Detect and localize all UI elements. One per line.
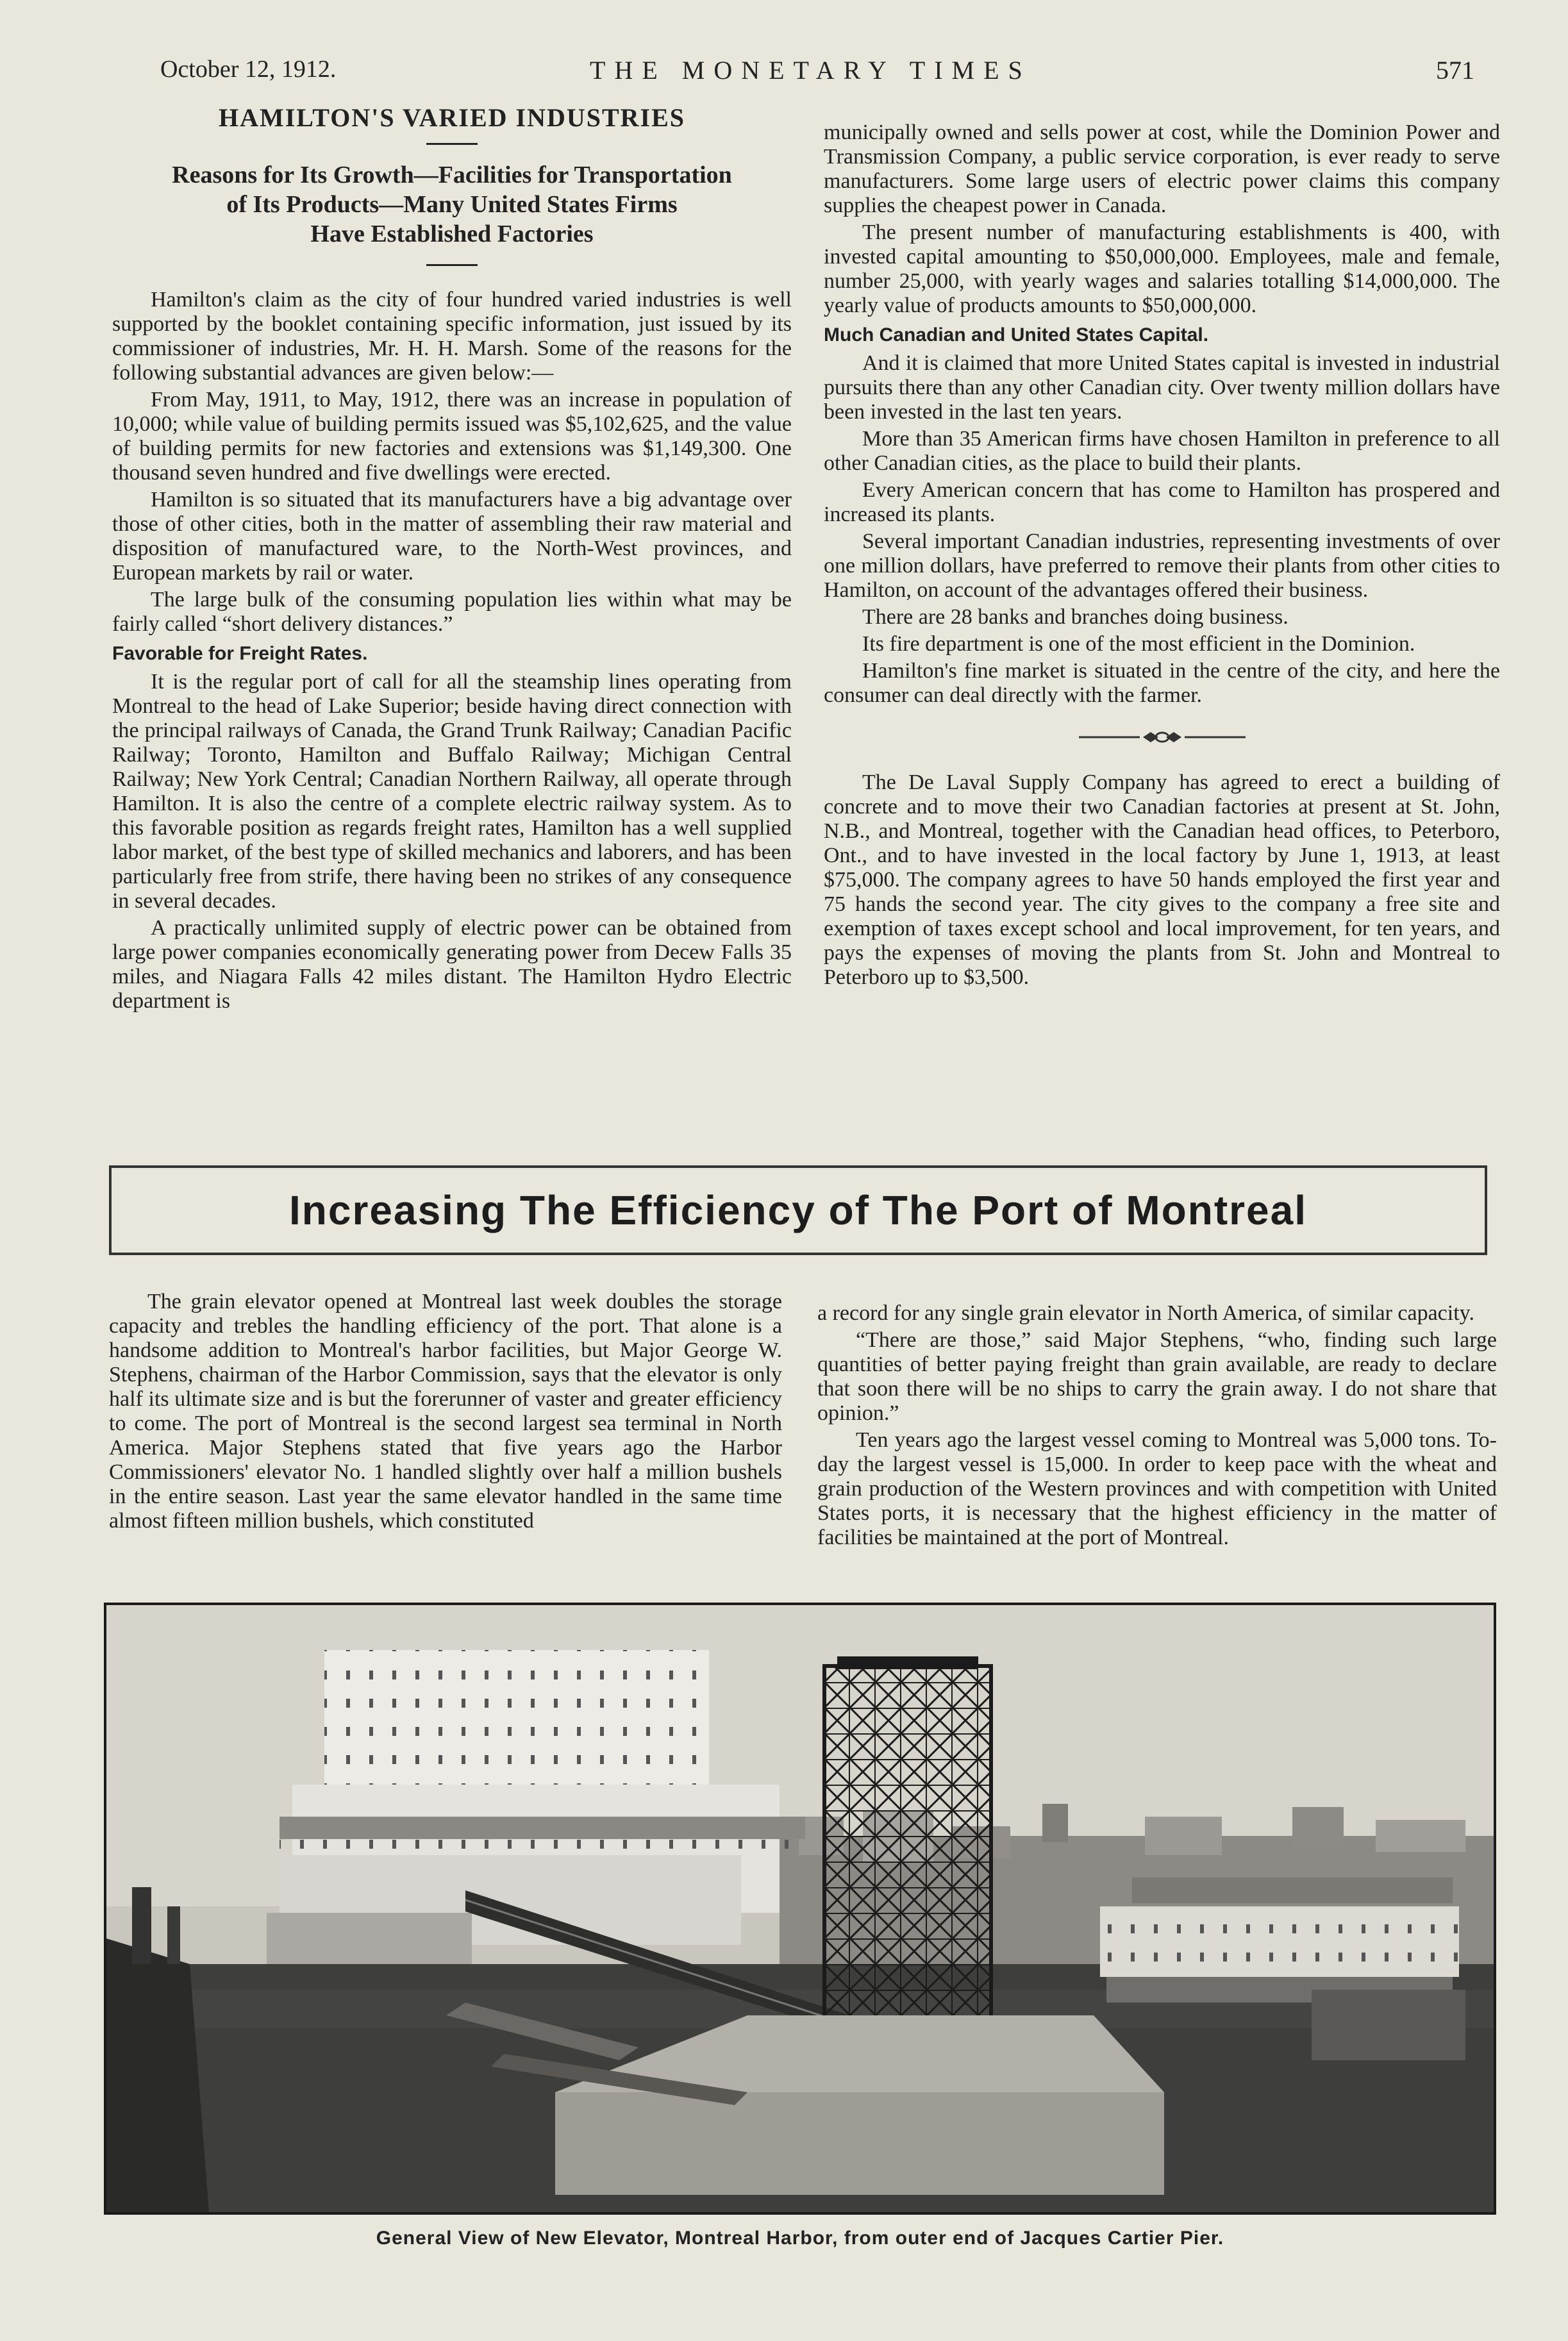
montreal-banner-title: Increasing The Efficiency of The Port of Montreal xyxy=(289,1187,1307,1233)
paragraph: From May, 1911, to May, 1912, there was an increase in population of 10,000; while value of building permits issued was $5,102,625, and the value of building permits for new factories and extensions was $1,149,300. One thousand seven hundred and five dwellings were erected. xyxy=(112,388,792,485)
paragraph: Hamilton's fine market is situated in the centre of the city, and here the consumer can deal directly with the farmer. xyxy=(824,659,1500,707)
paragraph: More than 35 American firms have chosen Hamilton in preference to all other Canadian cities, as the place to build their plants. xyxy=(824,427,1500,475)
harbor-photo-illustration xyxy=(106,1605,1494,2212)
paragraph: There are 28 banks and branches doing business. xyxy=(862,605,1289,629)
page-number: 571 xyxy=(1436,56,1474,85)
paragraph: a record for any single grain elevator in North America, of similar capacity. xyxy=(817,1301,1474,1325)
paragraph: “There are those,” said Major Stephens, “who, finding such large quantities of better paying freight than grain available, are ready to declare that soon there will be no ships to carry the grain away. I do not share that opinion.” xyxy=(817,1328,1497,1425)
paragraph: Several important Canadian industries, representing investments of over one million dollars, have preferred to remove their plants from other cities to Hamilton, on account of the advantages offered their business. xyxy=(824,529,1500,602)
hamilton-subtitle xyxy=(112,160,792,249)
issue-date: October 12, 1912. xyxy=(160,56,337,83)
paragraph: Every American concern that has come to Hamilton has prospered and increased its plants. xyxy=(824,478,1500,526)
paragraph: The large bulk of the consuming population lies within what may be fairly called “short delivery distances.” xyxy=(112,588,792,636)
paragraph: And it is claimed that more United States capital is invested in industrial pursuits there than any other Canadian city. Over twenty million dollars have been invested in the last ten years. xyxy=(824,351,1500,424)
photo-caption: General View of New Elevator, Montreal Harbor, from outer end of Jacques Cartier Pier. xyxy=(376,2228,1224,2249)
montreal-left-column xyxy=(109,1290,782,1536)
paragraph: Its fire department is one of the most efficient in the Dominion. xyxy=(862,632,1415,656)
title-rule xyxy=(426,143,478,145)
montreal-banner xyxy=(109,1165,1487,1255)
montreal-right-column xyxy=(817,1301,1497,1553)
subtitle-rule xyxy=(426,264,478,266)
de-laval-paragraph: The De Laval Supply Company has agreed to erect a building of concrete and to move their two Canadian factories at present at St. John, N.B., and Montreal, together with the Canadian head offices, to Peterboro, Ont., and to have invested in the local factory by June 1, 1913, at least $75,000. The company agrees to have 50 hands employed the first year and 75 hands the second year. The city gives to the company a free site and exemption of taxes except school and local improvement, for ten years, and pays the expenses of moving the plants from St. John and Montreal to Peterboro up to $3,500. xyxy=(824,771,1500,989)
subtitle-line: of Its Products—Many United States Firms xyxy=(226,191,678,218)
paragraph: The present number of manufacturing establishments is 400, with invested capital amounting to $50,000,000. Employees, male and female, number 25,000, with yearly wages and salaries totalling $14,000,000. The yearly value of products amounts to $50,000,000. xyxy=(824,221,1500,317)
paragraph: It is the regular port of call for all the steamship lines operating from Montreal to the head of Lake Superior; beside having direct connection with the principal railways of Canada, the Grand Trunk Railway; Canadian Pacific Railway; Toronto, Hamilton and Buffalo Railway; Michigan Central Railway; New York Central; Canadian Northern Railway, all operate through Hamilton. It is also the centre of a complete electric railway system. As to this favorable position as regards freight rates, Hamilton has a well supplied labor market, of the best type of skilled mechanics and laborers, and has been particularly free from strife, there having been no strikes of any consequence in several decades. xyxy=(112,670,792,913)
paragraph: The grain elevator opened at Montreal last week doubles the storage capacity and trebles the handling efficiency of the port. That alone is a handsome addition to Montreal's harbor facilities, but Major George W. Stephens, chairman of the Harbor Commission, says that the elevator is only half its ultimate size and is but the forerunner of vaster and greater efficiency to come. The port of Montreal is the second largest sea terminal in North America. Major Stephens stated that five years ago the Harbor Commissioners' elevator No. 1 handled slightly over half a million bushels in the entire season. Last year the same elevator handled in the same time almost fifteen million bushels, which constituted xyxy=(109,1290,782,1533)
harbor-elevator-photo xyxy=(104,1603,1496,2215)
subhead-capital: Much Canadian and United States Capital. xyxy=(824,324,1209,346)
paragraph: A practically unlimited supply of electric power can be obtained from large power companies economically generating power from Decew Falls 35 miles, and Niagara Falls 42 miles distant. The Hamilton Hydro Electric department is xyxy=(112,916,792,1013)
hamilton-right-column xyxy=(824,121,1500,992)
paragraph: Ten years ago the largest vessel coming to Montreal was 5,000 tons. To-day the largest vessel is 15,000. In order to keep pace with the wheat and grain production of the Western provinces and with competition with United States ports, it is necessary that the highest efficiency in the matter of facilities be maintained at the port of Montreal. xyxy=(817,1428,1497,1549)
subhead-freight: Favorable for Freight Rates. xyxy=(112,643,368,664)
journal-title: THE MONETARY TIMES xyxy=(590,56,1031,85)
ornament-separator-icon xyxy=(1079,729,1246,745)
hamilton-title-block xyxy=(112,103,792,266)
hamilton-left-column xyxy=(112,103,792,1016)
running-head xyxy=(160,55,1474,94)
paragraph: Hamilton is so situated that its manufacturers have a big advantage over those of other cities, both in the matter of assembling their raw material and disposition of manufactured ware, to the North-West provinces, and European markets by rail or water. xyxy=(112,488,792,585)
subtitle-line: Reasons for Its Growth—Facilities for Transportation xyxy=(172,162,732,188)
subtitle-line: Have Established Factories xyxy=(310,221,594,247)
paragraph: municipally owned and sells power at cost, while the Dominion Power and Transmission Company, a public service corporation, is ever ready to serve manufacturers. Some large users of electric power claims this company supplies the cheapest power in Canada. xyxy=(824,121,1500,217)
paragraph: Hamilton's claim as the city of four hundred varied industries is well supported by the booklet containing specific information, just issued by its commissioner of industries, Mr. H. H. Marsh. Some of the reasons for the following substantial advances are given below:— xyxy=(112,288,792,385)
hamilton-article-title: HAMILTON'S VARIED INDUSTRIES xyxy=(218,103,686,132)
